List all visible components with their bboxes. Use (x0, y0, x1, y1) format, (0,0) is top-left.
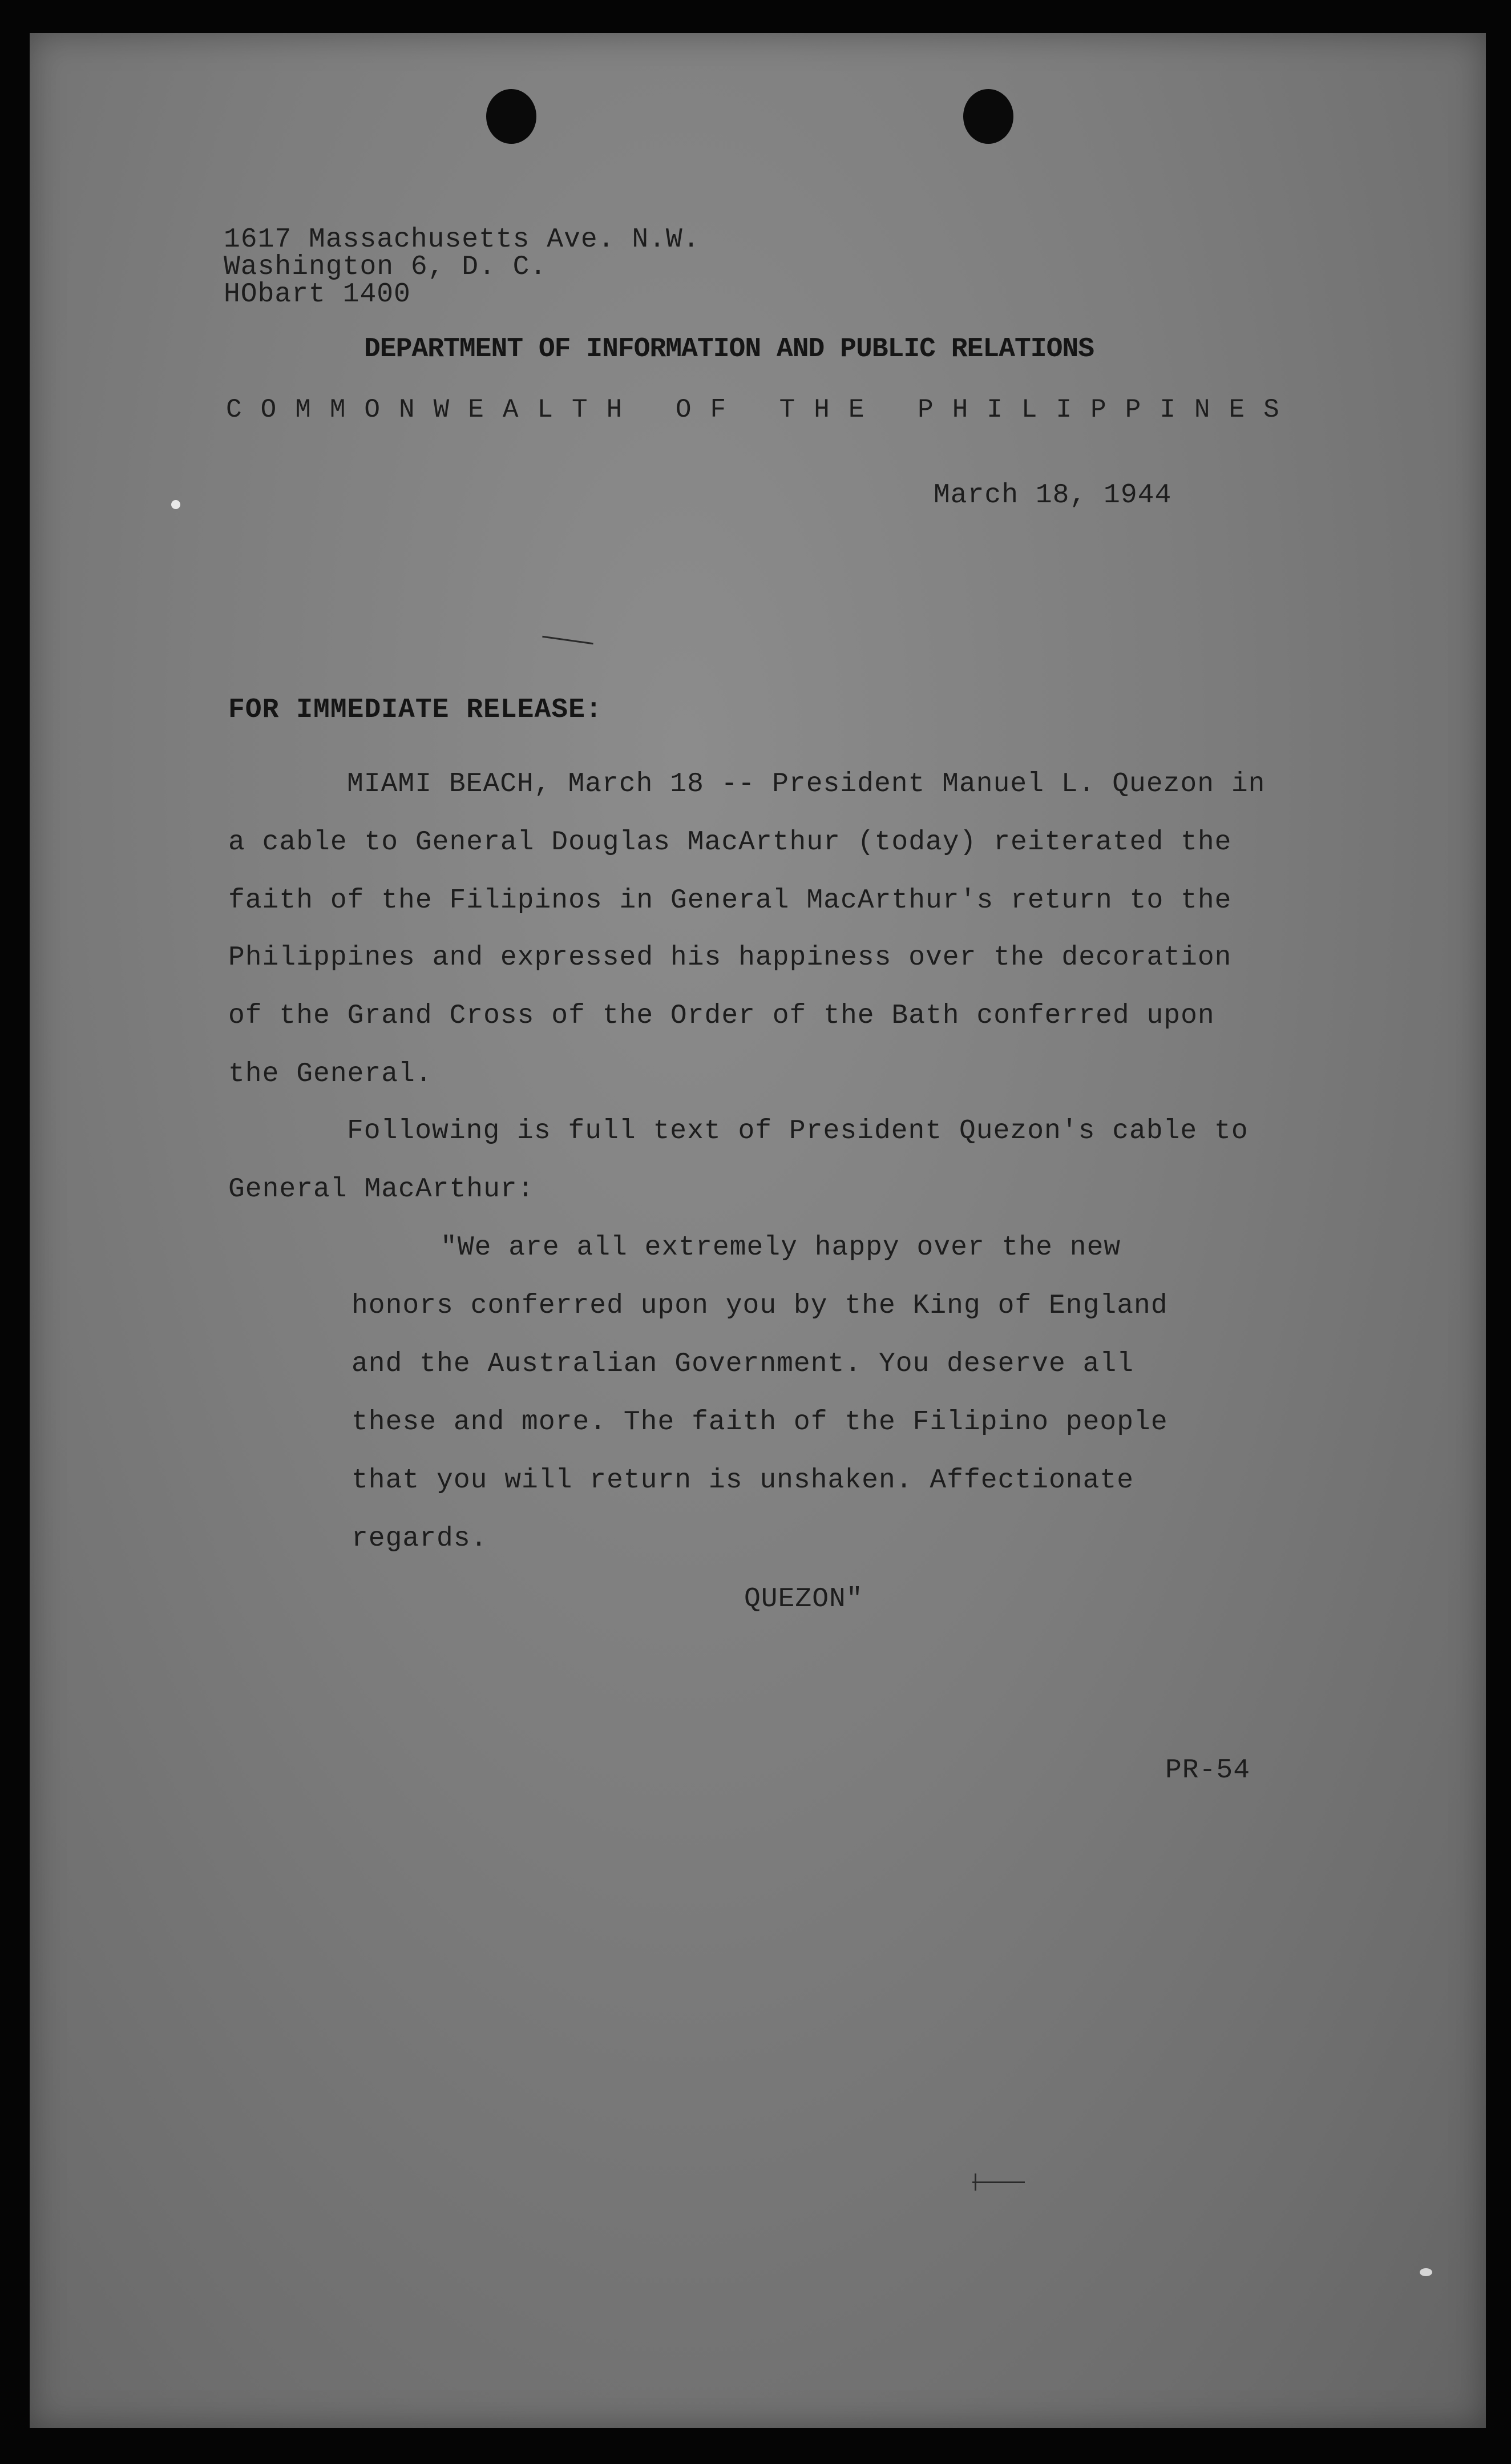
address-line-2: Washington 6, D. C. (224, 252, 547, 283)
phone-number: HObart 1400 (224, 279, 411, 310)
address-line-1: 1617 Massachusetts Ave. N.W. (224, 224, 700, 255)
stray-mark (975, 2173, 976, 2191)
cable-line: regards. (352, 1523, 488, 1554)
body-line: General MacArthur: (228, 1174, 535, 1205)
date-line: March 18, 1944 (934, 480, 1172, 511)
body-line: MIAMI BEACH, March 18 -- President Manuel L. Quezon in (347, 769, 1266, 800)
paper-speck (171, 500, 180, 509)
cable-signature: QUEZON" (744, 1584, 863, 1615)
commonwealth-heading: COMMONWEALTH OF THE PHILIPPINES (226, 395, 1298, 425)
punch-hole-left (486, 89, 536, 144)
reference-code: PR-54 (1165, 1755, 1251, 1786)
cable-line: honors conferred upon you by the King of England (352, 1291, 1168, 1321)
department-heading: DEPARTMENT OF INFORMATION AND PUBLIC RELATIONS (364, 334, 1094, 365)
release-label: FOR IMMEDIATE RELEASE: (228, 695, 603, 725)
document-sheet (30, 33, 1486, 2428)
cable-line: and the Australian Government. You deserve all (352, 1349, 1134, 1380)
punch-hole-right (963, 89, 1013, 144)
body-line: of the Grand Cross of the Order of the Bath conferred upon (228, 1001, 1215, 1031)
body-line: Following is full text of President Quezon's cable to (347, 1116, 1249, 1147)
body-line: faith of the Filipinos in General MacArthur's return to the (228, 885, 1232, 916)
cable-line: these and more. The faith of the Filipino people (352, 1407, 1168, 1438)
stray-mark (972, 2181, 1025, 2183)
stray-mark (542, 636, 593, 644)
body-line: a cable to General Douglas MacArthur (today) reiterated the (228, 827, 1232, 858)
cable-line: that you will return is unshaken. Affectionate (352, 1465, 1134, 1496)
body-line: Philippines and expressed his happiness over the decoration (228, 942, 1232, 973)
body-line: the General. (228, 1059, 433, 1090)
paper-speck (1420, 2268, 1432, 2276)
cable-line: "We are all extremely happy over the new (441, 1232, 1121, 1263)
